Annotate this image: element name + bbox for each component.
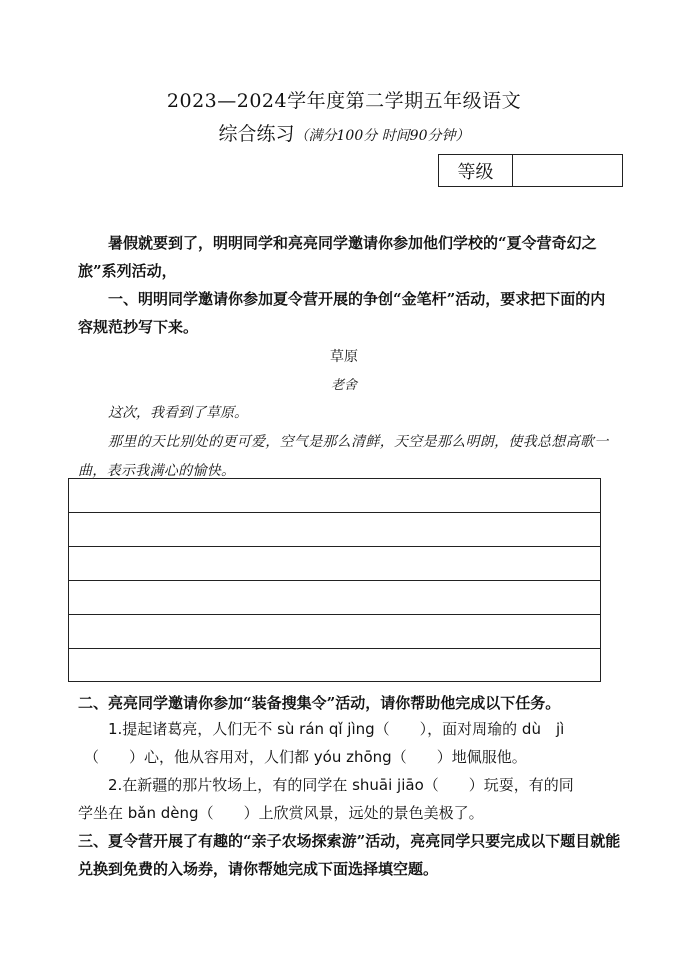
q2-blank-1[interactable]: （ ）玩耍，有的同 bbox=[423, 776, 574, 794]
writing-row[interactable] bbox=[69, 479, 600, 513]
q1-blank-3[interactable]: （ ）地佩服他。 bbox=[391, 748, 527, 766]
writing-row[interactable] bbox=[69, 581, 600, 615]
q2-text-2: 学坐在 bbox=[78, 804, 128, 822]
q1-text-1: 1.提起诸葛亮，人们无不 bbox=[108, 720, 278, 738]
poem-title: 草原 bbox=[330, 349, 358, 365]
grade-label: 等级 bbox=[439, 155, 513, 186]
q1-pinyin-3: yóu zhōng bbox=[313, 748, 392, 766]
poem-line-2: 那里的天比别处的更可爱，空气是那么清鲜，天空是那么明朗，使我总想高歌一曲，表示我满心的愉快。 bbox=[78, 434, 609, 479]
poem-line-1: 这次，我看到了草原。 bbox=[108, 405, 248, 421]
writing-row[interactable] bbox=[69, 547, 600, 581]
q2-text-1: 2.在新疆的那片牧场上，有的同学在 bbox=[108, 776, 353, 794]
subtitle-note: （满分100分 时间90分钟） bbox=[294, 128, 470, 144]
question-1-line-2 bbox=[84, 743, 624, 771]
section2-heading: 二、亮亮同学邀请你参加“装备搜集令”活动，请你帮助他完成以下任务。 bbox=[78, 694, 561, 712]
q2-pinyin-1: shuāi jiāo bbox=[352, 776, 424, 794]
page-title: 2023—2024学年度第二学期五年级语文 bbox=[166, 90, 522, 112]
question-2-line-1 bbox=[108, 771, 638, 799]
grade-value-field[interactable] bbox=[513, 155, 622, 186]
q1-pinyin-2: dù jì bbox=[521, 720, 565, 738]
intro-paragraph: 暑假就要到了，明明同学和亮亮同学邀请你参加他们学校的“夏令营奇幻之旅”系列活动， bbox=[78, 234, 597, 280]
grade-box bbox=[438, 154, 623, 187]
question-2-line-2 bbox=[78, 799, 618, 827]
section1-heading: 一、明明同学邀请你参加夏令营开展的争创“金笔杆”活动，要求把下面的内容规范抄写下来。 bbox=[78, 290, 606, 336]
q1-blank-1[interactable]: （ ），面对周瑜的 bbox=[374, 720, 522, 738]
q2-pinyin-2: bǎn dèng bbox=[127, 804, 199, 822]
page-subtitle bbox=[0, 119, 688, 146]
poem-author: 老舍 bbox=[330, 378, 357, 393]
q1-blank-2[interactable]: （ ）心，他从容用对，人们都 bbox=[84, 748, 314, 766]
question-1-line-1 bbox=[108, 715, 638, 743]
q1-pinyin-1: sù rán qǐ jìng bbox=[277, 720, 375, 738]
writing-row[interactable] bbox=[69, 513, 600, 547]
writing-row[interactable] bbox=[69, 649, 600, 683]
section3-heading: 三、夏令营开展了有趣的“亲子农场探索游”活动，亮亮同学只要完成以下题目就能兑换到免费的入场券，请你帮她完成下面选择填空题。 bbox=[78, 832, 621, 878]
q2-blank-2[interactable]: （ ）上欣赏风景，远处的景色美极了。 bbox=[198, 804, 484, 822]
writing-row[interactable] bbox=[69, 615, 600, 649]
subtitle-text: 综合练习 bbox=[218, 123, 295, 145]
copy-writing-grid[interactable] bbox=[68, 478, 601, 682]
